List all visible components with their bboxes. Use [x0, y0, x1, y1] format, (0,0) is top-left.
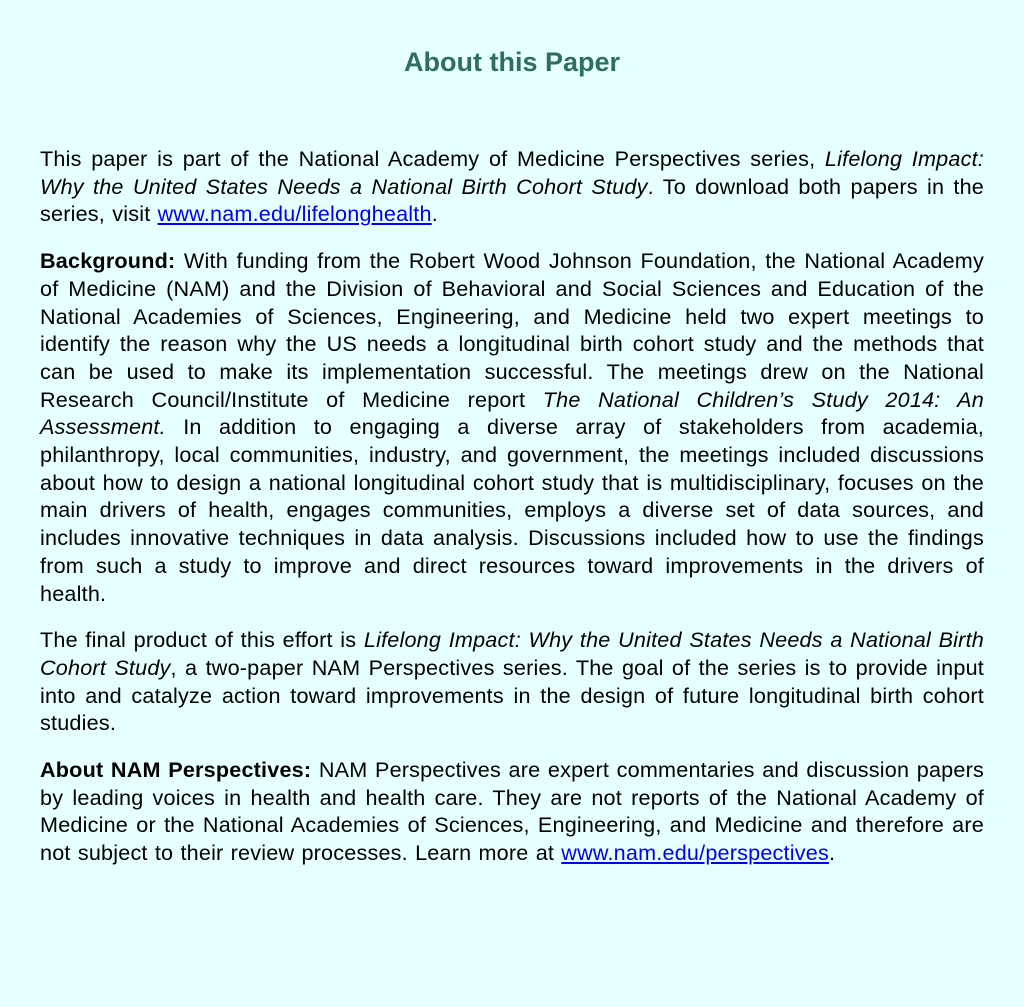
background-text-2: In addition to engaging a diverse array of stakeholders from academia, philanthropy, local communities, industry, and government, the meetings included discussions about how to design a national longitudinal cohort study that is multidisciplinary, focuses on the main drivers of health, engages communities, employs a diverse set of data sources, and includes innovative techniques in data analysis. Discussions included how to use the findings from such a study to improve and direct resources toward improvements in the drivers of health. — [40, 414, 984, 606]
intro-paragraph — [40, 145, 984, 228]
about-text-2: . — [828, 840, 836, 866]
final-product-paragraph — [40, 626, 984, 737]
intro-text-1: This paper is part of the National Academy of Medicine Perspectives series, — [40, 146, 825, 171]
about-perspectives-paragraph — [40, 756, 984, 867]
intro-text-2: . To download both papers in the series, visit — [40, 173, 985, 227]
intro-series-title: Lifelong Impact: Why the United States Needs a National Birth Cohort Study — [40, 146, 984, 199]
page-title: About this Paper — [403, 47, 620, 77]
intro-text-3: . — [431, 201, 438, 227]
about-text-1: NAM Perspectives are expert commentaries and discussion papers by leading voices in health and health care. They are not reports of the National Academy of Medicine or the National Academies of Sciences, Engineering, and Medicine and therefore are not subject to their review processes. Learn more at — [40, 757, 984, 866]
background-paragraph — [40, 247, 984, 607]
background-text-1: With funding from the Robert Wood Johnson Foundation, the National Academy of Medicine (NAM) and the Division of Behavioral and Social Sciences and Education of the National Academies of Sciences, Engineering, and Medicine held two expert meetings to identify the reason why the US needs a longitudinal birth cohort study and the methods that can be used to make its implementation successful. The meetings drew on the National Research Council/Institute of Medicine report — [40, 248, 984, 412]
about-label: About NAM Perspectives: — [40, 757, 312, 783]
perspectives-link[interactable]: www.nam.edu/perspectives — [561, 840, 829, 866]
final-series-title: Lifelong Impact: Why the United States Needs a National Birth Cohort Study — [40, 627, 984, 680]
final-text-2: , a two-paper NAM Perspectives series. The goal of the series is to provide input into and catalyze action toward improvements in the design of future longitudinal birth cohort studies. — [40, 654, 984, 736]
final-text-1: The final product of this effort is — [40, 627, 364, 653]
lifelonghealth-link[interactable]: www.nam.edu/lifelonghealth — [157, 201, 432, 227]
background-report-title: The National Children’s Study 2014: An Assessment. — [40, 386, 984, 440]
background-label: Background: — [40, 248, 176, 274]
